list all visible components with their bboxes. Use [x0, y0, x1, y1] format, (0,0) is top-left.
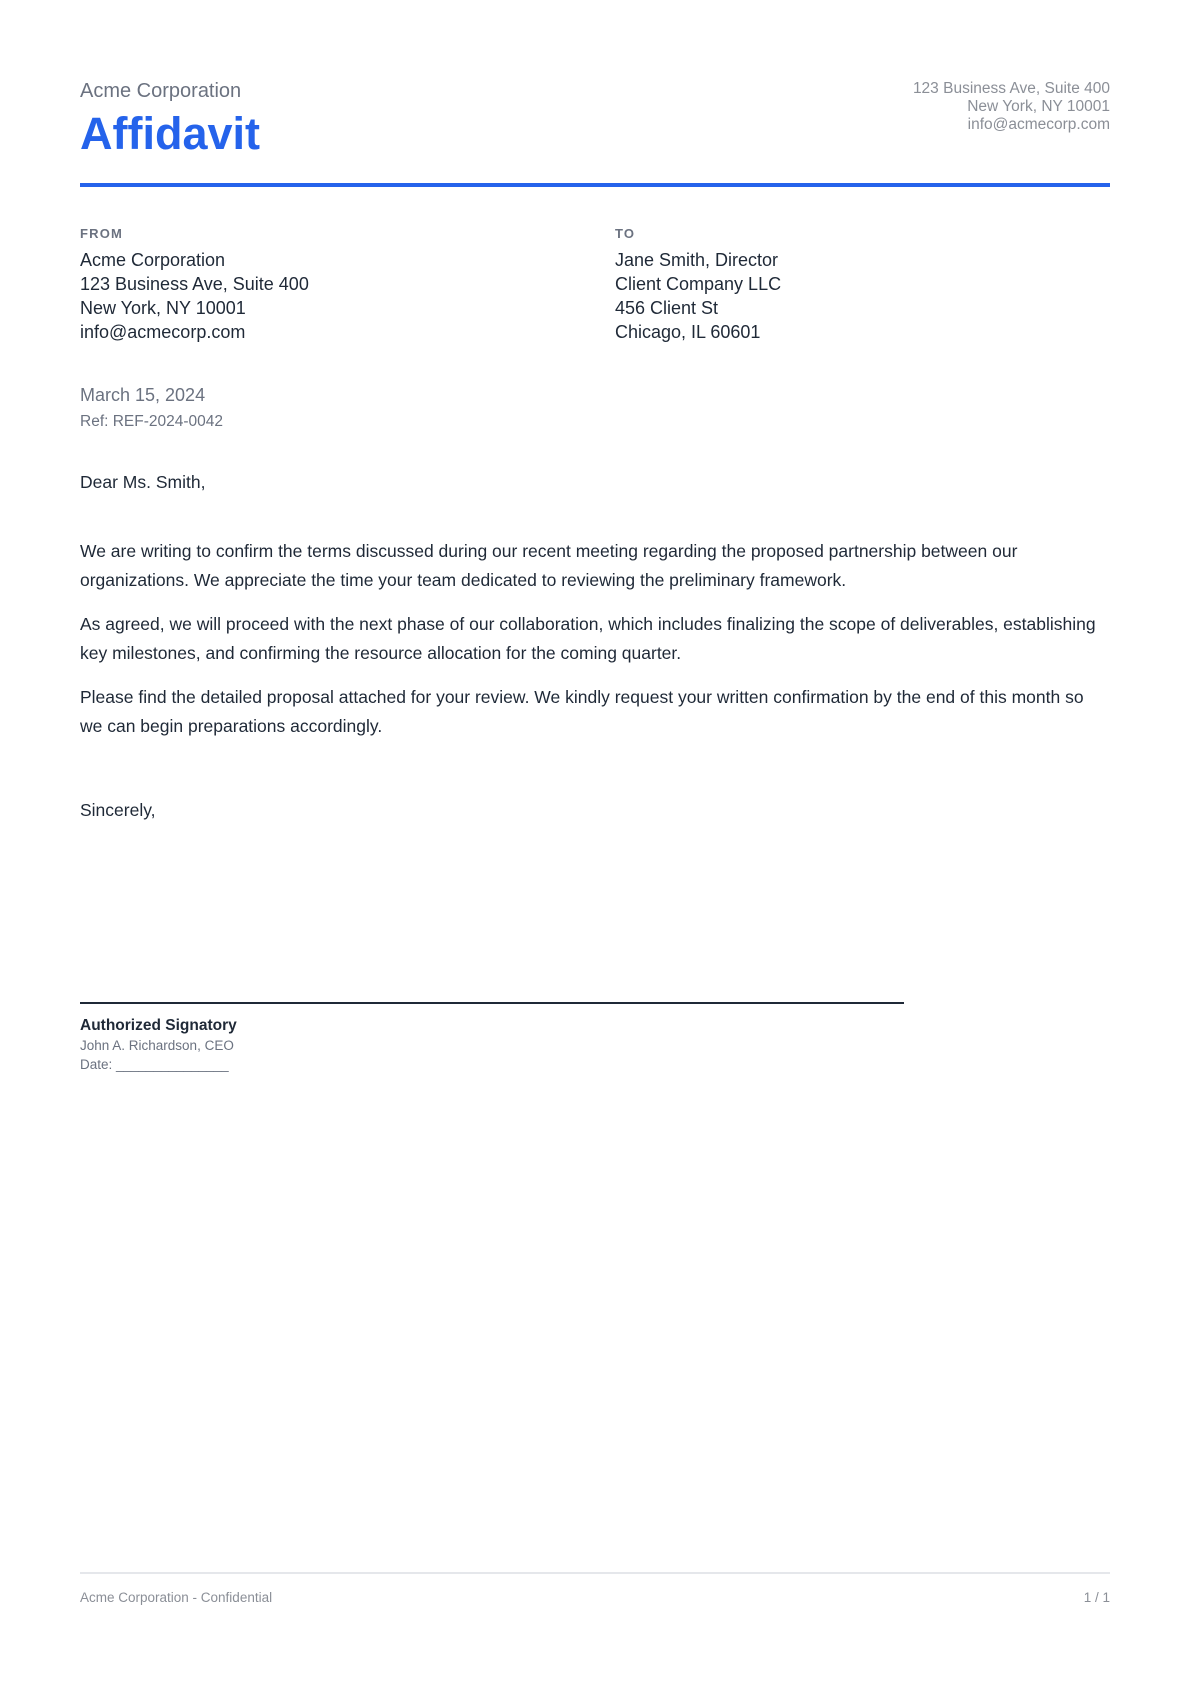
- salutation: Dear Ms. Smith,: [80, 472, 206, 492]
- document-title: Affidavit: [80, 108, 260, 159]
- letter-page: [80, 0, 1110, 1683]
- header-address-line: 123 Business Ave, Suite 400: [912, 80, 1110, 97]
- footer-divider: [80, 1572, 1110, 1574]
- from-email: info@acmecorp.com: [80, 322, 246, 342]
- from-company: Acme Corporation: [80, 250, 226, 270]
- letter-body: [80, 537, 1110, 756]
- reference-number: Ref: REF-2024-0042: [80, 413, 224, 430]
- letter-date: March 15, 2024: [80, 385, 206, 405]
- footer-confidential: Acme Corporation - Confidential: [80, 1590, 273, 1605]
- from-label: FROM: [80, 226, 124, 241]
- to-block: [615, 226, 781, 344]
- to-label: TO: [615, 226, 636, 241]
- from-block: [80, 226, 309, 344]
- body-paragraph: We are writing to confirm the terms discussed during our recent meeting regarding the proposed partnership between our organizations. We appreciate the time your team dedicated to reviewing the preliminary framework.: [80, 541, 1018, 590]
- signatory-name: John A. Richardson, CEO: [80, 1038, 234, 1053]
- header-city-line: New York, NY 10001: [967, 98, 1110, 115]
- closing: Sincerely,: [80, 800, 156, 820]
- signature-date-line: Date: _______________: [80, 1057, 229, 1072]
- signature-line: [80, 1002, 904, 1004]
- header-email: info@acmecorp.com: [967, 116, 1110, 133]
- company-name: Acme Corporation: [80, 80, 242, 102]
- to-recipient: Jane Smith, Director: [615, 250, 779, 270]
- from-street: 123 Business Ave, Suite 400: [80, 274, 309, 294]
- to-company: Client Company LLC: [615, 274, 782, 294]
- to-street: 456 Client St: [615, 298, 719, 318]
- page-number: 1 / 1: [1083, 1590, 1110, 1605]
- from-city: New York, NY 10001: [80, 298, 246, 318]
- header-divider: [80, 183, 1110, 187]
- signatory-title: Authorized Signatory: [80, 1017, 237, 1034]
- header-contact-block: [913, 80, 1110, 134]
- body-paragraph: Please find the detailed proposal attached for your review. We kindly request your written confirmation by the end of this month so we can begin preparations accordingly.: [80, 687, 1084, 736]
- to-city: Chicago, IL 60601: [615, 322, 761, 342]
- body-paragraph: As agreed, we will proceed with the next phase of our collaboration, which includes finalizing the scope of deliverables, establishing key milestones, and confirming the resource allocation for the coming quarter.: [80, 614, 1096, 663]
